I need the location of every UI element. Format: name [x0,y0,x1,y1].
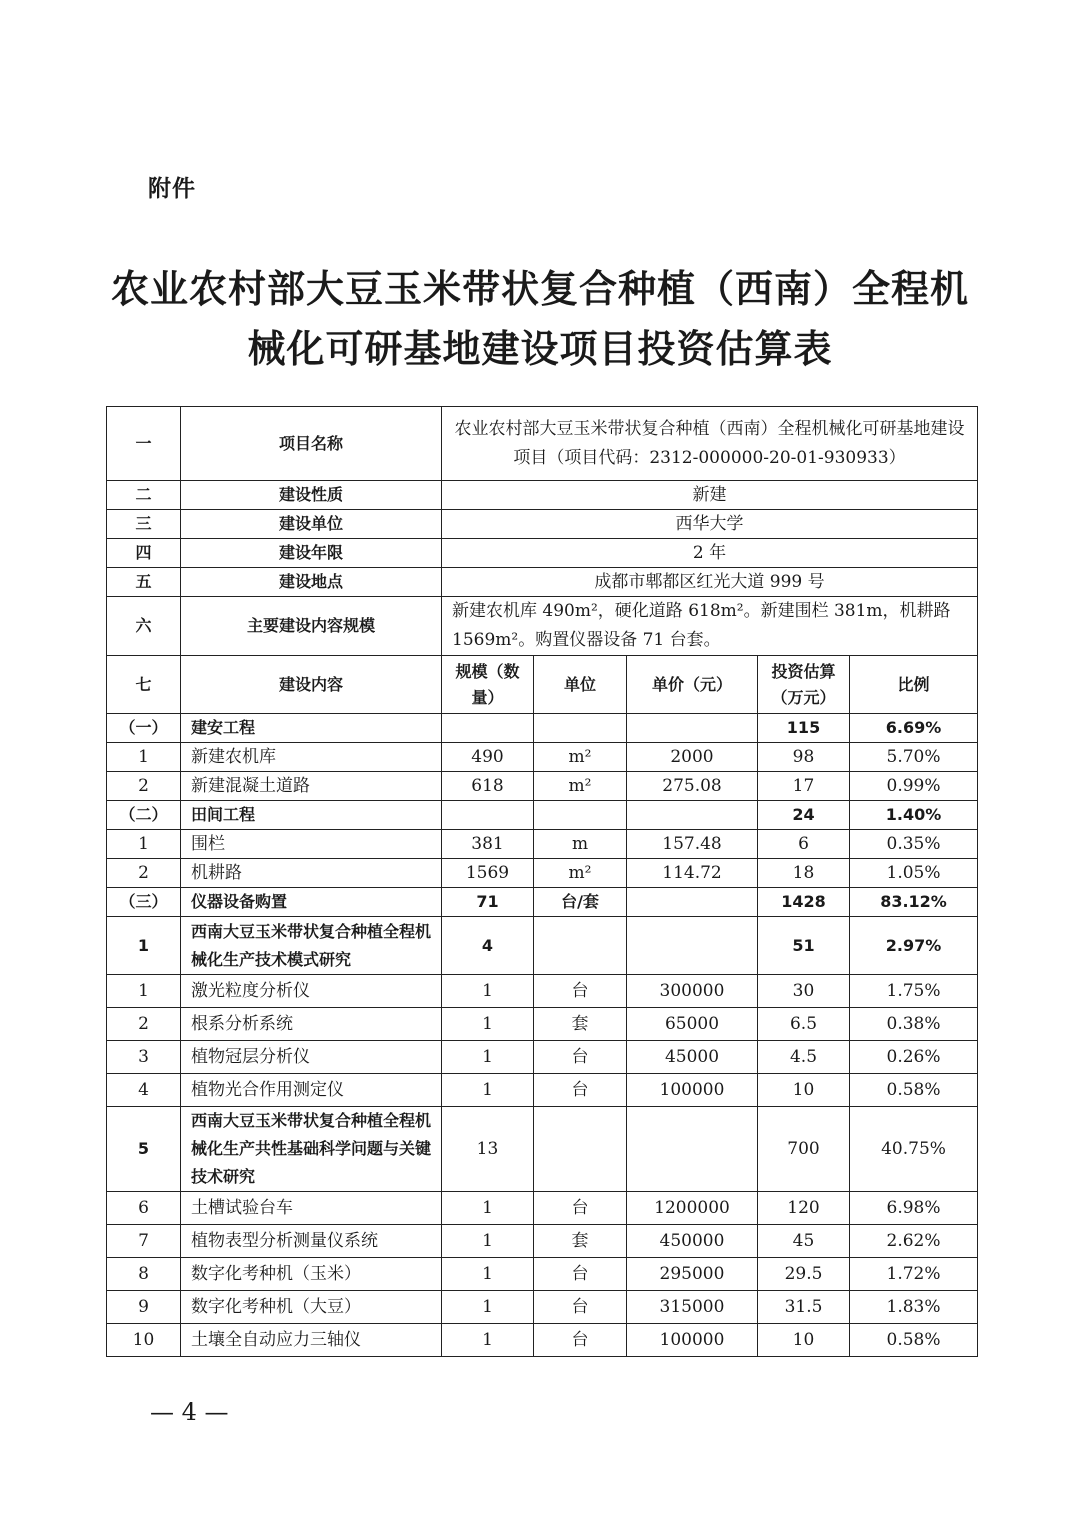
row-price: 114.72 [627,859,758,888]
row-no: 9 [107,1291,181,1324]
info-no: 五 [107,568,181,597]
row-no: 1 [107,975,181,1008]
row-invest: 10 [758,1074,850,1107]
row-ratio: 0.26% [850,1041,978,1074]
row-unit: 台 [534,1074,627,1107]
table-row [107,714,978,743]
row-qty: 1 [442,1008,534,1041]
row-unit: 台 [534,1291,627,1324]
row-ratio: 0.58% [850,1324,978,1357]
row-no: 5 [107,1107,181,1192]
row-name: 数字化考种机（玉米） [181,1258,442,1291]
row-ratio: 83.12% [850,888,978,917]
row-invest: 51 [758,917,850,975]
info-value: 新建 [442,481,978,510]
row-no: 6 [107,1192,181,1225]
row-price: 157.48 [627,830,758,859]
row-qty: 71 [442,888,534,917]
row-ratio: 1.72% [850,1258,978,1291]
info-no: 二 [107,481,181,510]
row-no: 2 [107,859,181,888]
row-unit: m² [534,859,627,888]
row-price: 300000 [627,975,758,1008]
row-no: 8 [107,1258,181,1291]
col-unit: 单位 [534,656,627,714]
table-row [107,1041,978,1074]
table-row [107,1258,978,1291]
row-unit: 台 [534,1192,627,1225]
row-no: 10 [107,1324,181,1357]
col-content: 建设内容 [181,656,442,714]
row-no: 3 [107,1041,181,1074]
row-ratio: 0.58% [850,1074,978,1107]
info-label: 建设性质 [181,481,442,510]
row-name: 围栏 [181,830,442,859]
row-qty [442,801,534,830]
row-name: 仪器设备购置 [181,888,442,917]
page-title-line-1: 农业农村部大豆玉米带状复合种植（西南）全程机 [110,267,969,311]
row-ratio: 1.83% [850,1291,978,1324]
info-label: 项目名称 [181,407,442,481]
table-row [107,1291,978,1324]
row-unit: m² [534,743,627,772]
row-name: 激光粒度分析仪 [181,975,442,1008]
row-unit [534,917,627,975]
row-name: 机耕路 [181,859,442,888]
row-ratio: 1.05% [850,859,978,888]
row-qty: 1 [442,1192,534,1225]
row-invest: 29.5 [758,1258,850,1291]
row-price: 275.08 [627,772,758,801]
row-qty: 1 [442,1324,534,1357]
info-label: 建设年限 [181,539,442,568]
row-unit: 台 [534,1324,627,1357]
row-ratio: 0.99% [850,772,978,801]
info-value: 新建农机库 490m²，硬化道路 618m²。新建围栏 381m，机耕路 1569m²。购置仪器设备 71 台套。 [442,597,978,656]
row-invest: 18 [758,859,850,888]
table-row [107,1192,978,1225]
info-no: 四 [107,539,181,568]
info-row [107,510,978,539]
row-price [627,714,758,743]
row-price [627,1107,758,1192]
row-price: 295000 [627,1258,758,1291]
row-name: 新建混凝土道路 [181,772,442,801]
info-value: 2 年 [442,539,978,568]
row-invest: 120 [758,1192,850,1225]
row-name: 数字化考种机（大豆） [181,1291,442,1324]
row-name: 西南大豆玉米带状复合种植全程机械化生产技术模式研究 [181,917,442,975]
row-invest: 45 [758,1225,850,1258]
info-row [107,539,978,568]
info-label: 主要建设内容规模 [181,597,442,656]
table-row [107,1074,978,1107]
row-no: 4 [107,1074,181,1107]
row-price [627,917,758,975]
row-no: 1 [107,743,181,772]
table-header-row [107,656,978,714]
row-invest: 6.5 [758,1008,850,1041]
row-qty: 1569 [442,859,534,888]
row-unit [534,801,627,830]
row-name: 植物光合作用测定仪 [181,1074,442,1107]
row-unit: 台/套 [534,888,627,917]
table-row [107,801,978,830]
table-row [107,917,978,975]
row-no: （二） [107,801,181,830]
table-row [107,772,978,801]
info-no: 六 [107,597,181,656]
info-value: 成都市郫都区红光大道 999 号 [442,568,978,597]
info-row [107,568,978,597]
table-row [107,1225,978,1258]
table-row [107,1324,978,1357]
row-no: （三） [107,888,181,917]
row-qty: 13 [442,1107,534,1192]
row-price [627,888,758,917]
info-row [107,597,978,656]
row-unit [534,1107,627,1192]
row-unit: m [534,830,627,859]
table-row [107,888,978,917]
row-ratio: 0.35% [850,830,978,859]
row-qty: 618 [442,772,534,801]
row-qty: 381 [442,830,534,859]
row-unit: m² [534,772,627,801]
row-price: 1200000 [627,1192,758,1225]
col-invest: 投资估算（万元） [758,656,850,714]
row-invest: 17 [758,772,850,801]
row-unit: 套 [534,1008,627,1041]
row-name: 根系分析系统 [181,1008,442,1041]
row-ratio: 2.62% [850,1225,978,1258]
row-invest: 700 [758,1107,850,1192]
info-value: 西华大学 [442,510,978,539]
row-no: 2 [107,1008,181,1041]
row-no: 1 [107,917,181,975]
row-qty: 1 [442,1291,534,1324]
row-name: 土壤全自动应力三轴仪 [181,1324,442,1357]
row-qty: 490 [442,743,534,772]
row-invest: 1428 [758,888,850,917]
row-invest: 6 [758,830,850,859]
table-row [107,1107,978,1192]
row-name: 土槽试验台车 [181,1192,442,1225]
row-name: 植物表型分析测量仪系统 [181,1225,442,1258]
row-price: 65000 [627,1008,758,1041]
info-no: 三 [107,510,181,539]
row-price: 100000 [627,1324,758,1357]
row-invest: 10 [758,1324,850,1357]
row-name: 西南大豆玉米带状复合种植全程机械化生产共性基础科学问题与关键技术研究 [181,1107,442,1192]
row-no: 1 [107,830,181,859]
row-unit: 台 [534,1041,627,1074]
row-invest: 4.5 [758,1041,850,1074]
row-ratio: 1.75% [850,975,978,1008]
col-price: 单价（元） [627,656,758,714]
info-value: 农业农村部大豆玉米带状复合种植（西南）全程机械化可研基地建设项目（项目代码：2312-000000-20-01-930933） [442,407,978,481]
row-qty: 1 [442,1074,534,1107]
row-qty [442,714,534,743]
table-row [107,830,978,859]
row-unit: 台 [534,1258,627,1291]
investment-table [106,406,978,1357]
row-price: 100000 [627,1074,758,1107]
row-name: 新建农机库 [181,743,442,772]
row-qty: 1 [442,1225,534,1258]
row-invest: 31.5 [758,1291,850,1324]
row-unit [534,714,627,743]
info-row [107,407,978,481]
row-ratio: 1.40% [850,801,978,830]
row-qty: 1 [442,1258,534,1291]
info-no: 一 [107,407,181,481]
row-name: 植物冠层分析仪 [181,1041,442,1074]
row-no: 7 [107,1225,181,1258]
row-price: 2000 [627,743,758,772]
col-scale: 规模（数量） [442,656,534,714]
row-ratio: 2.97% [850,917,978,975]
row-ratio: 6.98% [850,1192,978,1225]
row-ratio: 5.70% [850,743,978,772]
info-label: 建设单位 [181,510,442,539]
table-row [107,859,978,888]
row-price [627,801,758,830]
row-invest: 98 [758,743,850,772]
row-unit: 套 [534,1225,627,1258]
row-ratio: 6.69% [850,714,978,743]
info-row [107,481,978,510]
row-invest: 30 [758,975,850,1008]
row-invest: 24 [758,801,850,830]
row-name: 建安工程 [181,714,442,743]
row-qty: 1 [442,1041,534,1074]
row-invest: 115 [758,714,850,743]
page-number: — 4 — [150,1398,229,1426]
attachment-label: 附件 [148,176,196,202]
table-row [107,743,978,772]
row-qty: 4 [442,917,534,975]
row-ratio: 0.38% [850,1008,978,1041]
row-name: 田间工程 [181,801,442,830]
row-price: 450000 [627,1225,758,1258]
col-ratio: 比例 [850,656,978,714]
row-price: 315000 [627,1291,758,1324]
row-unit: 台 [534,975,627,1008]
row-no: （一） [107,714,181,743]
row-price: 45000 [627,1041,758,1074]
col-no: 七 [107,656,181,714]
row-ratio: 40.75% [850,1107,978,1192]
info-label: 建设地点 [181,568,442,597]
row-no: 2 [107,772,181,801]
row-qty: 1 [442,975,534,1008]
table-row [107,1008,978,1041]
table-row [107,975,978,1008]
page-title-line-2: 械化可研基地建设项目投资估算表 [247,327,833,371]
